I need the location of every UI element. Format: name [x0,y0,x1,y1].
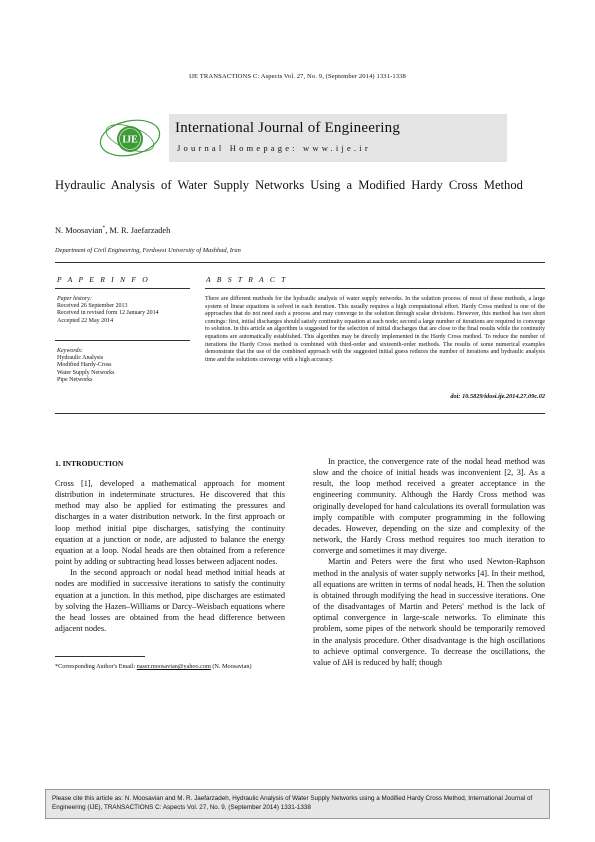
keywords [57,348,197,384]
keyword-item: Modified Hardy-Cross [57,362,112,369]
co-authors: , M. R. Jaefarzadeh [105,225,171,235]
keyword-item: Hydraulic Analysis [57,355,104,362]
journal-masthead [95,114,507,164]
journal-homepage: Journal Homepage: www.ije.ir [177,143,371,153]
history-received: Received 26 September 2013 [57,303,128,310]
doi: doi: 10.5829/idosi.ije.2014.27.09c.02 [450,393,545,400]
paper-history [57,296,197,325]
author-email-link[interactable]: naser.moosavian@yahoo.com [136,663,211,670]
divider-abstract [205,288,545,289]
running-head: IJE TRANSACTIONS C: Aspects Vol. 27, No. 9, (September 2014) 1331-1338 [189,73,406,80]
keyword-item: Pipe Networks [57,376,93,383]
paragraph: Cross [1], developed a mathematical approach for moment distribution in indeterminate structures. He discovered that this method may also be applied for estimating the pressures and discharges in a water distribution network. In the first approach or loop method initial pipe discharges, satisfying the continuity equation at a junction or node, are adjusted to balance the energy equation at a loop. Nodal heads are then obtained from a reference point by adding or subtracting head losses between adjacent nodes. [55,479,285,567]
logo-text: IJE [122,134,138,146]
affiliation: Department of Civil Engineering, Ferdowsi University of Mashhad, Iran [55,247,241,254]
footnote [55,663,300,671]
divider-info [55,288,190,289]
divider-body [55,413,545,414]
paper-title: Hydraulic Analysis of Water Supply Networks Using a Modified Hardy Cross Method [55,178,523,192]
history-revised: Received in revised form 12 January 2014 [57,310,159,317]
footnote-prefix: *Corresponding Author's Email: [55,663,137,670]
section-heading: 1. INTRODUCTION [55,459,124,468]
footnote-rule [55,656,145,657]
citation-box: Please cite this article as: N. Moosavian and M. R. Jaefarzadeh, Hydraulic Analysis of Water Supply Networks using a Modified Hardy Cross Method, International Journal of Engineering (IJE), TRANSACTIONS C: Aspects Vol. 27, No. 9, (September 2014) 1331-1338 [45,789,550,819]
keyword-item: Water Supply Networks [57,369,115,376]
footnote-suffix: (N. Moosavian) [210,663,252,670]
left-column [55,478,285,634]
paper-info-heading: P A P E R I N F O [57,275,150,284]
right-column [313,456,545,668]
author-line [55,225,170,235]
divider-top [55,262,545,263]
abstract-text: There are different methods for the hydraulic analysis of water supply networks. In the solution process of most of these methods, a large system of linear equations is solved in each iteration. This usually requires a high computational effort. Hardy Cross method is one of the approaches that do not need such a process and may converge to the solution through scalar divisions. However, this method has two short comings: first, initial discharges should satisfy continuity equation at each node; second a large number of iterations are required to converge to solution. In this article an algorithm is suggested for the selection of initial discharges that are close to the final results while the continuity equations are automatically established. This algorithm may be directly implemented in the Hardy Cross method. To reduce the number of iterations the Hardy Cross method is combined with third-order and sixteenth-order methods. The results of some numerical examples demonstrate that the use of the combined approach with the suggested initial guess reduces the number of iterations and hydraulic analysis time and the solutions converge with a high accuracy. [205,296,545,363]
journal-banner [169,114,507,162]
corresponding-mark: * [102,225,106,231]
first-author: N. Moosavian [55,225,103,235]
keywords-heading: Keywords: [57,348,83,354]
paragraph: In the second approach or nodal head method initial heads at nodes are modified in successive iterations to satisfy the continuity equation at a junction. In this method, pipe discharges are estimated by solving the Hazen–Williams or Darcy–Weisbach equations where the head losses are obtained from the head difference between adjacent nodes. [55,568,285,634]
paragraph: In practice, the convergence rate of the nodal head method was slow and the choice of initial heads was inconvenient [2, 3]. As a result, the loop method received a greater acceptance in the engineering community. Although the Hardy Cross method was originally developed for hand calculations its overall formulation was imply compatible with computer programming in the following decades. However, depending on the size and complexity of the network, the Hardy Cross method requires too much iteration to converge and sometimes it may diverge. [313,457,545,556]
ije-logo-icon [95,116,165,162]
history-heading: Paper history: [57,296,92,302]
divider-keywords [55,340,190,341]
paragraph: Martin and Peters were the first who used Newton-Raphson method in the analysis of water supply networks [4]. In their method, all equations are written in terms of nodal heads, H. Then the solution is obtained through modifying the head in successive iterations. One of the disadvantages of Martin and Peters' method is the lack of optimal convergence in large-scale networks. To eliminate this problem, some pipes of the network should be temporarily removed in the analysis procedure. Other disadvantage is the high oscillations to achieve optimal convergence. To decrease the oscillations, the value of ΔH is reduced by half; though [313,557,545,667]
journal-name: International Journal of Engineering [175,120,401,136]
history-accepted: Accepted 22 May 2014 [57,317,114,324]
abstract-heading: A B S T R A C T [206,275,288,284]
